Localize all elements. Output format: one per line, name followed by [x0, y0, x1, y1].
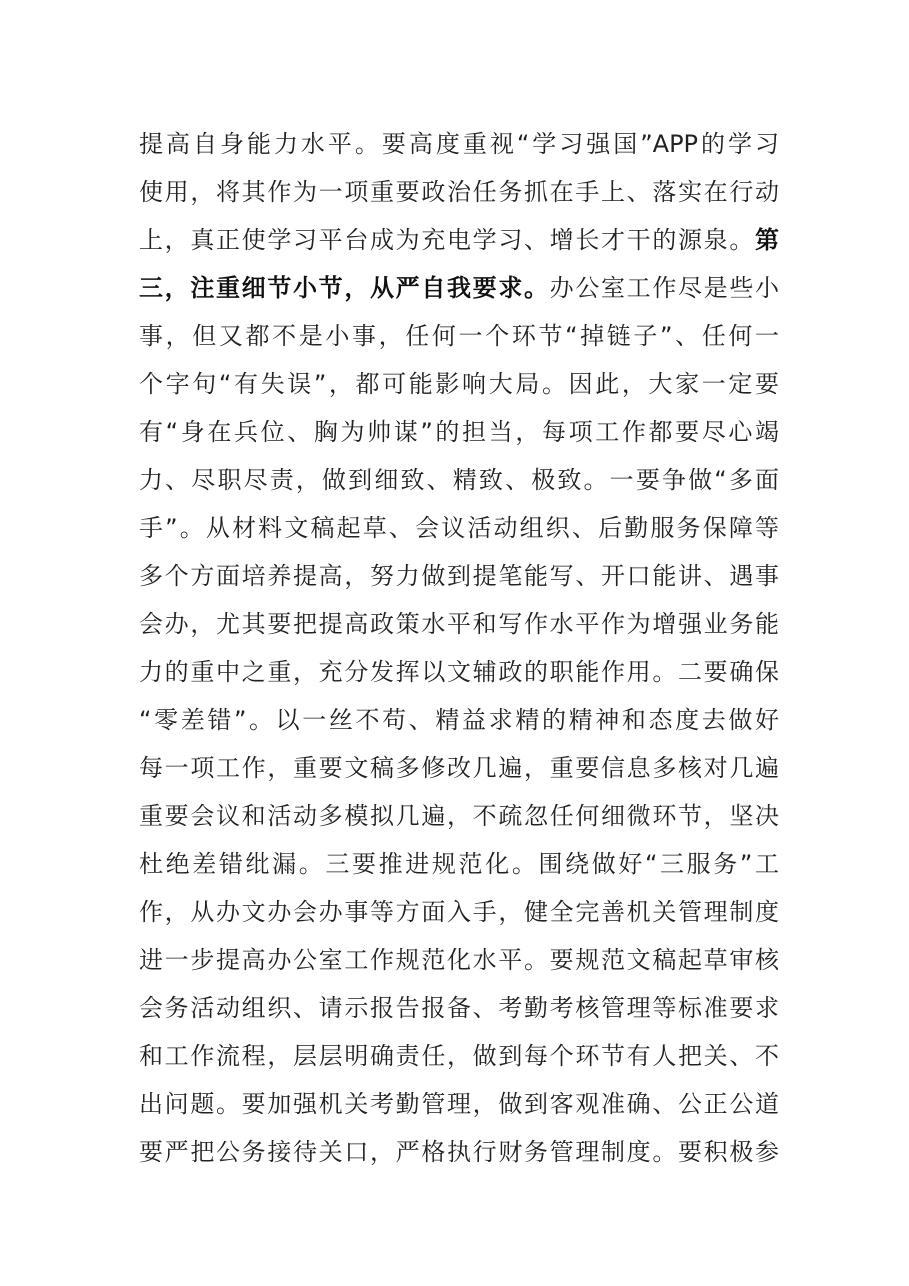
text-line — [139, 264, 779, 312]
text-line — [139, 456, 779, 504]
paragraph-text: 力、尽职尽责，做到细致、精致、极致。一要争做“多面 — [139, 466, 779, 494]
paragraph-text: 事，但又都不是小事，任何一个环节“掉链子”、任何一 — [139, 322, 779, 350]
paragraph-text: 个字句“有失误”，都可能影响大局。因此，大家一定要 — [139, 370, 779, 398]
text-line — [139, 936, 779, 984]
text-line — [139, 120, 779, 168]
paragraph-text: 手”。从材料文稿起草、会议活动组织、后勤服务保障等 — [139, 514, 779, 542]
text-line — [139, 600, 779, 648]
body-text — [139, 120, 779, 1176]
paragraph-text: 出问题。要加强机关考勤管理，做到客观准确、公正公道 — [139, 1090, 779, 1118]
paragraph-text: 多个方面培养提高，努力做到提笔能写、开口能讲、遇事 — [139, 562, 779, 590]
text-line — [139, 216, 779, 264]
text-line — [139, 792, 779, 840]
paragraph-text: 力的重中之重，充分发挥以文辅政的职能作用。二要确保 — [139, 658, 779, 686]
text-line — [139, 552, 779, 600]
text-line — [139, 1080, 779, 1128]
paragraph-text: 上，真正使学习平台成为充电学习、增长才干的源泉。 — [139, 226, 755, 254]
paragraph-text: 作，从办文办会办事等方面入手，健全完善机关管理制度 — [139, 898, 779, 926]
paragraph-text: 使用，将其作为一项重要政治任务抓在手上、落实在行动 — [139, 178, 779, 206]
paragraph-text: 进一步提高办公室工作规范化水平。要规范文稿起草审核 — [139, 946, 779, 974]
paragraph-text: 提高自身能力水平。要高度重视“学习强国”APP的学习 — [139, 130, 779, 158]
text-line — [139, 1128, 779, 1176]
paragraph-text: 重要会议和活动多模拟几遍，不疏忽任何细微环节，坚决 — [139, 802, 779, 830]
paragraph-text: 会务活动组织、请示报告报备、考勤考核管理等标准要求 — [139, 994, 779, 1022]
paragraph-text: 每一项工作，重要文稿多修改几遍，重要信息多核对几遍 — [139, 754, 779, 782]
text-line — [139, 744, 779, 792]
paragraph-text: “零差错”。以一丝不苟、精益求精的精神和态度去做好 — [139, 706, 779, 734]
paragraph-text: 杜绝差错纰漏。三要推进规范化。围绕做好“三服务”工 — [139, 850, 779, 878]
text-line — [139, 360, 779, 408]
paragraph-text: 办公室工作尽是些小 — [549, 274, 779, 302]
text-line — [139, 312, 779, 360]
paragraph-text: 有“身在兵位、胸为帅谋”的担当，每项工作都要尽心竭 — [139, 418, 779, 446]
paragraph-text: 要严把公务接待关口，严格执行财务管理制度。要积极参 — [139, 1138, 779, 1166]
text-line — [139, 168, 779, 216]
text-line — [139, 840, 779, 888]
text-line — [139, 888, 779, 936]
text-line — [139, 984, 779, 1032]
text-line — [139, 696, 779, 744]
text-line — [139, 408, 779, 456]
paragraph-text: 会办，尤其要把提高政策水平和写作水平作为增强业务能 — [139, 610, 779, 638]
text-line — [139, 648, 779, 696]
paragraph-text: 和工作流程，层层明确责任，做到每个环节有人把关、不 — [139, 1042, 779, 1070]
text-line — [139, 504, 779, 552]
bold-heading-text: 第 — [755, 226, 779, 254]
bold-heading-text: 三，注重细节小节，从严自我要求。 — [139, 274, 550, 302]
text-line — [139, 1032, 779, 1080]
